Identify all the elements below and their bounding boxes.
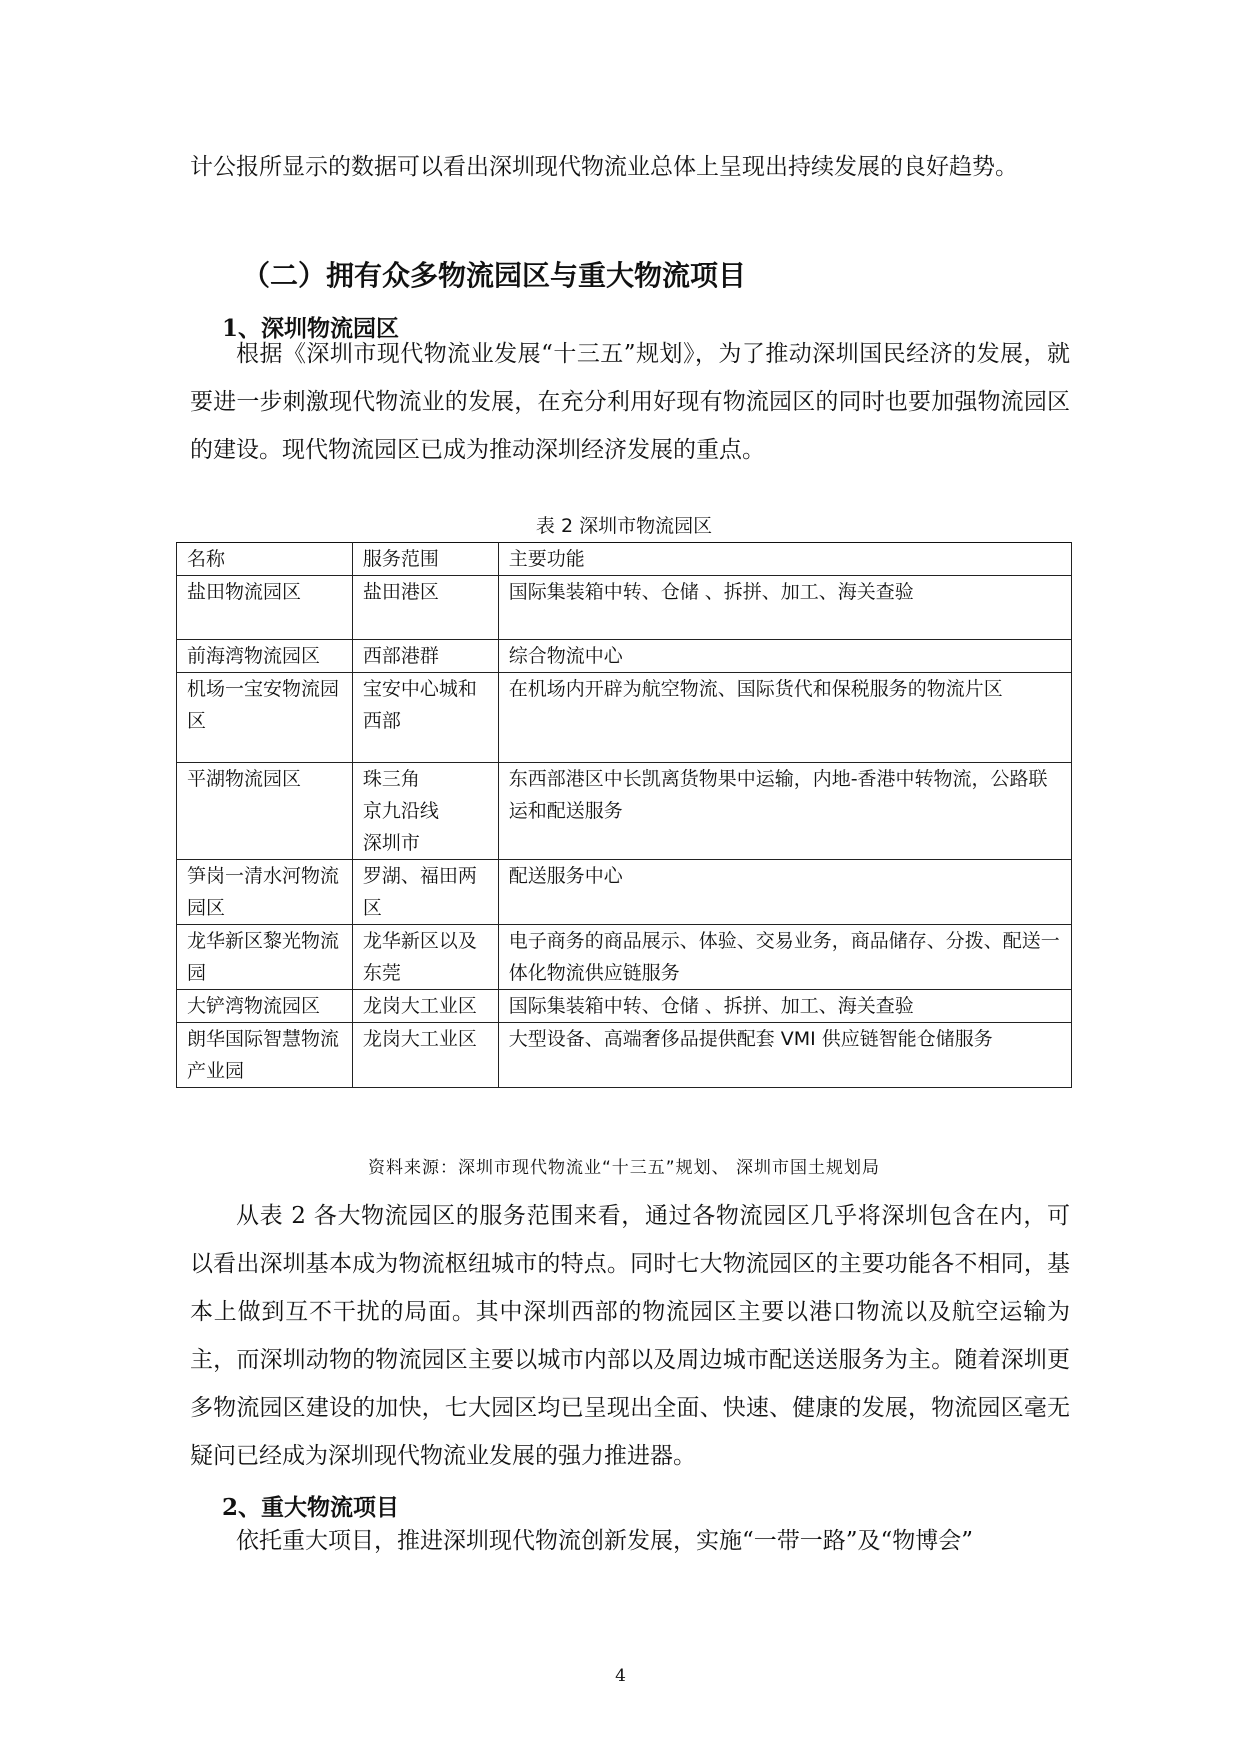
main-function-cell: 在机场内开辟为航空物流、国际货代和保税服务的物流片区 bbox=[498, 673, 1071, 763]
logistics-parks-table bbox=[176, 542, 1072, 1088]
table-row bbox=[177, 860, 1072, 925]
table-row bbox=[177, 640, 1072, 673]
parks-intro-paragraph: 根据《深圳市现代物流业发展“十三五”规划》，为了推动深圳国民经济的发展，就要进一步刺激现代物流业的发展，在充分利用好现有物流园区的同时也要加强物流园区的建设。现代物流园区已成为推动深圳经济发展的重点。 bbox=[190, 341, 1070, 463]
service-scope-cell: 西部港群 bbox=[352, 640, 498, 673]
park-name-cell: 前海湾物流园区 bbox=[177, 640, 353, 673]
service-scope-cell: 龙华新区以及东莞 bbox=[352, 925, 498, 990]
table-caption: 表 2 深圳市物流园区 bbox=[535, 515, 713, 537]
table-row bbox=[177, 576, 1072, 640]
table-header-row bbox=[177, 543, 1072, 576]
table-source-note: 资料来源：深圳市现代物流业“十三五”规划、 深圳市国土规划局 bbox=[367, 1158, 881, 1178]
park-name-cell: 平湖物流园区 bbox=[177, 763, 353, 860]
projects-paragraph: 依托重大项目，推进深圳现代物流创新发展，实施“一带一路”及“物博会” bbox=[236, 1528, 974, 1554]
park-name-cell: 机场一宝安物流园区 bbox=[177, 673, 353, 763]
main-function-cell: 电子商务的商品展示、体验、交易业务，商品储存、分拨、配送一体化物流供应链服务 bbox=[498, 925, 1071, 990]
subsection-heading-projects: 2、重大物流项目 bbox=[222, 1494, 400, 1521]
park-name-cell: 盐田物流园区 bbox=[177, 576, 353, 640]
table-row bbox=[177, 763, 1072, 860]
service-scope-cell: 龙岗大工业区 bbox=[352, 1023, 498, 1088]
page-number: 4 bbox=[615, 1666, 626, 1686]
service-scope-cell: 宝安中心城和西部 bbox=[352, 673, 498, 763]
section-heading: （二）拥有众多物流园区与重大物流项目 bbox=[242, 259, 747, 292]
table-row bbox=[177, 990, 1072, 1023]
column-header-scope: 服务范围 bbox=[352, 543, 498, 576]
service-scope-cell: 龙岗大工业区 bbox=[352, 990, 498, 1023]
analysis-paragraph: 从表 2 各大物流园区的服务范围来看，通过各物流园区几乎将深圳包含在内，可以看出深圳基本成为物流枢纽城市的特点。同时七大物流园区的主要功能各不相同，基本上做到互不干扰的局面。其中深圳西部的物流园区主要以港口物流以及航空运输为主，而深圳动物的物流园区主要以城市内部以及周边城市配送送服务为主。随着深圳更多物流园区建设的加快，七大园区均已呈现出全面、快速、健康的发展，物流园区毫无疑问已经成为深圳现代物流业发展的强力推进器。 bbox=[190, 1203, 1070, 1469]
main-function-cell: 国际集装箱中转、仓储 、拆拼、加工、海关查验 bbox=[498, 576, 1071, 640]
main-function-cell: 大型设备、高端奢侈品提供配套 VMI 供应链智能仓储服务 bbox=[498, 1023, 1071, 1088]
main-function-cell: 东西部港区中长凯离货物果中运输，内地-香港中转物流，公路联运和配送服务 bbox=[498, 763, 1071, 860]
service-scope-cell: 珠三角 京九沿线 深圳市 bbox=[352, 763, 498, 860]
park-name-cell: 朗华国际智慧物流产业园 bbox=[177, 1023, 353, 1088]
service-scope-cell: 盐田港区 bbox=[352, 576, 498, 640]
main-function-cell: 国际集装箱中转、仓储 、拆拼、加工、海关查验 bbox=[498, 990, 1071, 1023]
main-function-cell: 综合物流中心 bbox=[498, 640, 1071, 673]
table-row bbox=[177, 673, 1072, 763]
table-row bbox=[177, 925, 1072, 990]
table-row bbox=[177, 1023, 1072, 1088]
column-header-function: 主要功能 bbox=[498, 543, 1071, 576]
column-header-name: 名称 bbox=[177, 543, 353, 576]
intro-paragraph: 计公报所显示的数据可以看出深圳现代物流业总体上呈现出持续发展的良好趋势。 bbox=[190, 154, 1018, 180]
subsection-heading-parks: 1、深圳物流园区 bbox=[222, 315, 400, 342]
park-name-cell: 龙华新区黎光物流园 bbox=[177, 925, 353, 990]
service-scope-cell: 罗湖、福田两区 bbox=[352, 860, 498, 925]
main-function-cell: 配送服务中心 bbox=[498, 860, 1071, 925]
park-name-cell: 大铲湾物流园区 bbox=[177, 990, 353, 1023]
park-name-cell: 笋岗一清水河物流园区 bbox=[177, 860, 353, 925]
